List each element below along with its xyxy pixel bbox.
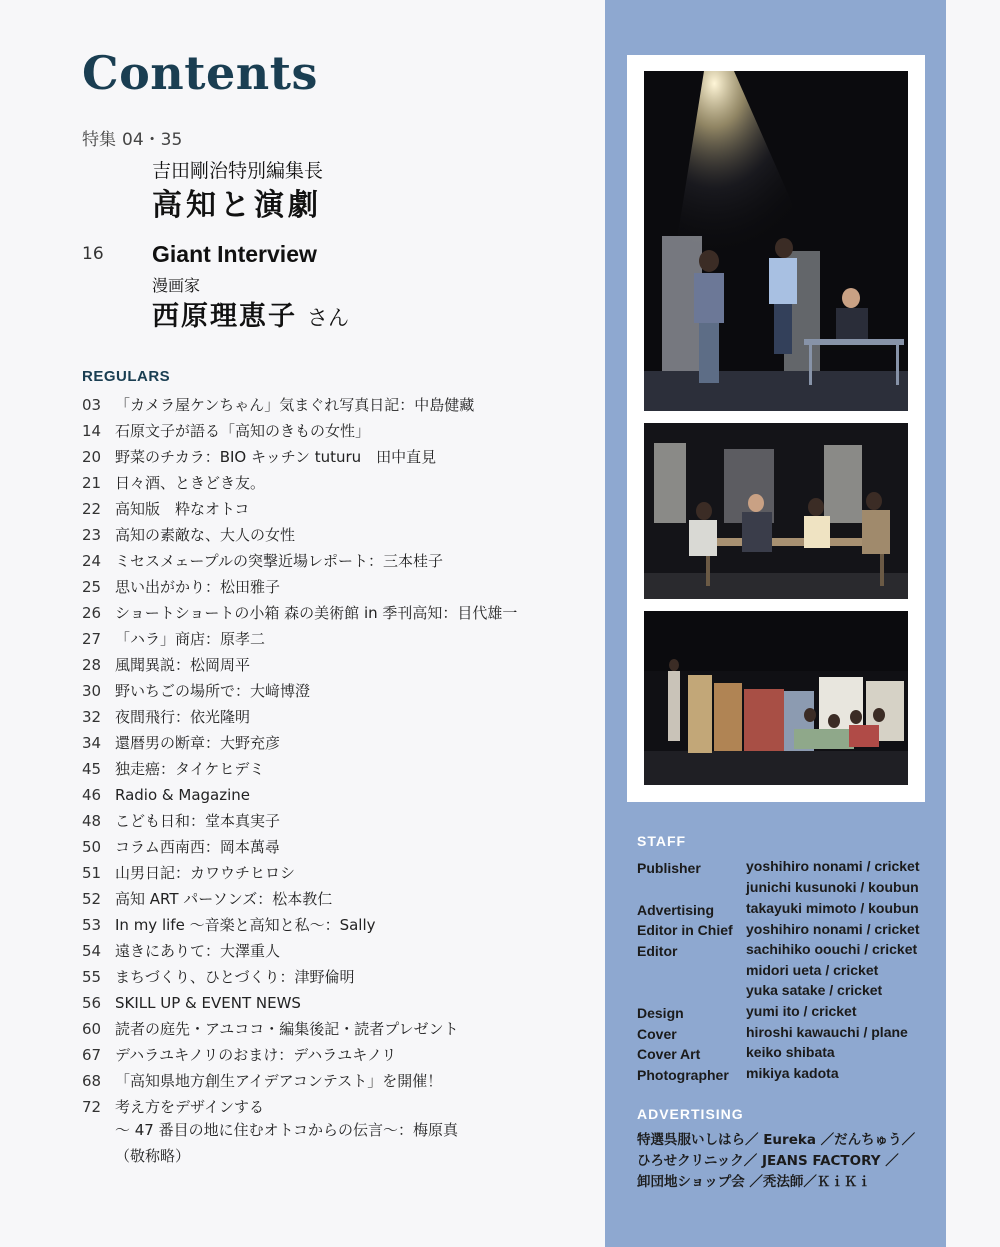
staff-name: yumi ito / cricket [746, 1003, 857, 1019]
stage-photo-cluttered-room [644, 611, 908, 785]
regular-item [82, 939, 597, 965]
staff-role: Cover Art [637, 1046, 701, 1062]
regular-item-page: 72 [82, 1098, 102, 1116]
regular-item [82, 731, 597, 757]
regular-item-page: 03 [82, 396, 102, 414]
regular-item [82, 861, 597, 887]
regular-item [82, 419, 597, 445]
advertiser-line: 特選呉服いしはら／ Eureka ／だんちゅう／ [637, 1132, 916, 1148]
regular-item [82, 393, 597, 419]
regular-item-page: 51 [82, 864, 102, 882]
feature-pages: 04・35 [122, 130, 183, 150]
interview-role: 漫画家 [152, 276, 201, 295]
regular-item-page: 67 [82, 1046, 102, 1064]
regular-item [82, 835, 597, 861]
regular-item-page: 14 [82, 422, 102, 440]
regulars-continuation: 〜 47 番目の地に住むオトコからの伝言〜：梅原真 [115, 1121, 459, 1139]
staff-heading: STAFF [637, 833, 687, 849]
feature-label-text: 特集 [82, 130, 116, 150]
staff-name: yoshihiro nonami / cricket [746, 858, 920, 874]
regular-item-text: 野いちごの場所で：大﨑博澄 [115, 682, 311, 700]
regular-item-text: 石原文子が語る「高知のきもの女性」 [115, 422, 371, 440]
stage-photo-table [644, 423, 908, 599]
advertiser-line: 卸団地ショップ会 ／秃法師／ＫｉＫｉ [637, 1174, 871, 1190]
regular-item-page: 25 [82, 578, 102, 596]
regular-item [82, 627, 597, 653]
feature-title: 高知と演劇 [152, 188, 322, 223]
interview-title: Giant Interview [152, 241, 317, 267]
interview-page: 16 [82, 244, 104, 264]
regular-item [82, 601, 597, 627]
regular-item-text: 高知の素敵な、大人の女性 [115, 526, 296, 544]
regular-item-text: 山男日記：カワウチヒロシ [115, 864, 296, 882]
staff-name: keiko shibata [746, 1044, 835, 1060]
staff-role: Design [637, 1005, 684, 1021]
interview-name [152, 294, 349, 333]
feature-label [82, 125, 182, 150]
regular-item-text: 「カメラ屋ケンちゃん」気まぐれ写真日記：中島健藏 [115, 396, 475, 414]
regular-item [82, 991, 597, 1017]
regular-item-page: 56 [82, 994, 102, 1012]
staff-role: Photographer [637, 1067, 729, 1083]
regular-item [82, 757, 597, 783]
regular-item-page: 54 [82, 942, 102, 960]
regular-item-text: 夜間飛行：依光隆明 [115, 708, 251, 726]
regular-item [82, 471, 597, 497]
regular-item-text: ショートショートの小箱 森の美術館 in 季刊高知：目代雄一 [115, 604, 518, 622]
staff-name: hiroshi kawauchi / plane [746, 1024, 908, 1040]
regular-item [82, 887, 597, 913]
regular-item-page: 34 [82, 734, 102, 752]
regular-item [82, 575, 597, 601]
staff-name: yuka satake / cricket [746, 982, 883, 998]
staff-name: sachihiko oouchi / cricket [746, 941, 918, 957]
regular-item-page: 22 [82, 500, 102, 518]
regular-item-page: 55 [82, 968, 102, 986]
regular-item [82, 783, 597, 809]
staff-name: takayuki mimoto / koubun [746, 900, 919, 916]
regular-item [82, 705, 597, 731]
photo-frame [627, 55, 925, 802]
page-title: Contents [82, 46, 318, 100]
regular-item-page: 50 [82, 838, 102, 856]
regular-item-text: SKILL UP & EVENT NEWS [115, 994, 301, 1012]
interview-honorific: さん [307, 306, 349, 330]
staff-role: Publisher [637, 860, 701, 876]
regular-item [82, 913, 597, 939]
regular-item-page: 53 [82, 916, 102, 934]
regular-item-page: 24 [82, 552, 102, 570]
stage-photo-spotlight-image [644, 71, 908, 411]
interview-person: 西原理恵子 [152, 301, 297, 332]
staff-name: mikiya kadota [746, 1065, 839, 1081]
regular-item-page: 60 [82, 1020, 102, 1038]
regular-item-page: 52 [82, 890, 102, 908]
regular-item-text: 風聞異説：松岡周平 [115, 656, 251, 674]
page-edge [946, 0, 1000, 1247]
regular-item [82, 653, 597, 679]
regular-item-text: 高知版 粋なオトコ [115, 500, 250, 518]
regulars-list [82, 393, 597, 1121]
regular-item [82, 445, 597, 471]
regular-item [82, 679, 597, 705]
staff-role: Advertising [637, 902, 715, 918]
regular-item-text: 「高知県地方創生アイデアコンテスト」を開催！ [115, 1072, 443, 1090]
regular-item-page: 21 [82, 474, 102, 492]
regular-item [82, 1095, 597, 1121]
regular-item-page: 30 [82, 682, 102, 700]
staff-role: Editor in Chief [637, 922, 733, 938]
regular-item [82, 809, 597, 835]
advertising-heading: ADVERTISING [637, 1106, 744, 1122]
regular-item [82, 1069, 597, 1095]
regular-item-page: 27 [82, 630, 102, 648]
regular-item-page: 48 [82, 812, 102, 830]
regular-item-page: 45 [82, 760, 102, 778]
regular-item [82, 523, 597, 549]
staff-name: yoshihiro nonami / cricket [746, 921, 920, 937]
regular-item-page: 28 [82, 656, 102, 674]
stage-photo-table-image [644, 423, 908, 599]
staff-name: junichi kusunoki / koubun [746, 879, 919, 895]
regular-item-text: 還暦男の断章：大野充彦 [115, 734, 281, 752]
regular-item-text: こども日和：堂本真実子 [115, 812, 281, 830]
regular-item-page: 26 [82, 604, 102, 622]
staff-name: midori ueta / cricket [746, 962, 879, 978]
regular-item-page: 68 [82, 1072, 102, 1090]
regular-item-text: 独走癌：タイケヒデミ [115, 760, 265, 778]
regular-item-page: 20 [82, 448, 102, 466]
regular-item-text: 「ハラ」商店：原孝二 [115, 630, 266, 648]
regulars-heading: REGULARS [82, 368, 171, 385]
advertiser-line: ひろせクリニック／ JEANS FACTORY ／ [637, 1153, 899, 1169]
regular-item-text: Radio & Magazine [115, 786, 251, 804]
regular-item [82, 965, 597, 991]
staff-role: Cover [637, 1026, 677, 1042]
regular-item-text: 野菜のチカラ：BIO キッチン tuturu 田中直見 [115, 448, 437, 466]
regular-item [82, 1017, 597, 1043]
regular-item-text: ミセスメェープルの突撃近場レポート：三本桂子 [115, 552, 444, 570]
regular-item-text: 読者の庭先・アユココ・編集後記・読者プレゼント [115, 1020, 459, 1038]
stage-photo-spotlight [644, 71, 908, 411]
regular-item-text: デハラユキノリのおまけ：デハラユキノリ [115, 1046, 397, 1064]
stage-photo-cluttered-room-image [644, 611, 908, 785]
regular-item-text: 考え方をデザインする [115, 1098, 264, 1116]
regular-item-text: 高知 ART パーソンズ：松本教仁 [115, 890, 333, 908]
regular-item-page: 32 [82, 708, 102, 726]
regular-item-text: コラム西南西：岡本萬尋 [115, 838, 280, 856]
regular-item-page: 23 [82, 526, 102, 544]
regular-item [82, 497, 597, 523]
honorific-note: （敬称略） [115, 1147, 191, 1165]
regular-item [82, 549, 597, 575]
feature-subtitle: 吉田剛治特別編集長 [152, 160, 324, 182]
regular-item-text: 遠きにありて：大澤重人 [115, 942, 281, 960]
regular-item-text: In my life 〜音楽と高知と私〜：Sally [115, 916, 376, 934]
regular-item [82, 1043, 597, 1069]
staff-role: Editor [637, 943, 678, 959]
regular-item-text: 日々酒、ときどき友。 [115, 474, 266, 492]
regular-item-page: 46 [82, 786, 102, 804]
regular-item-text: まちづくり、ひとづくり：津野倫明 [115, 968, 355, 986]
regular-item-text: 思い出がかり：松田雅子 [115, 578, 281, 596]
